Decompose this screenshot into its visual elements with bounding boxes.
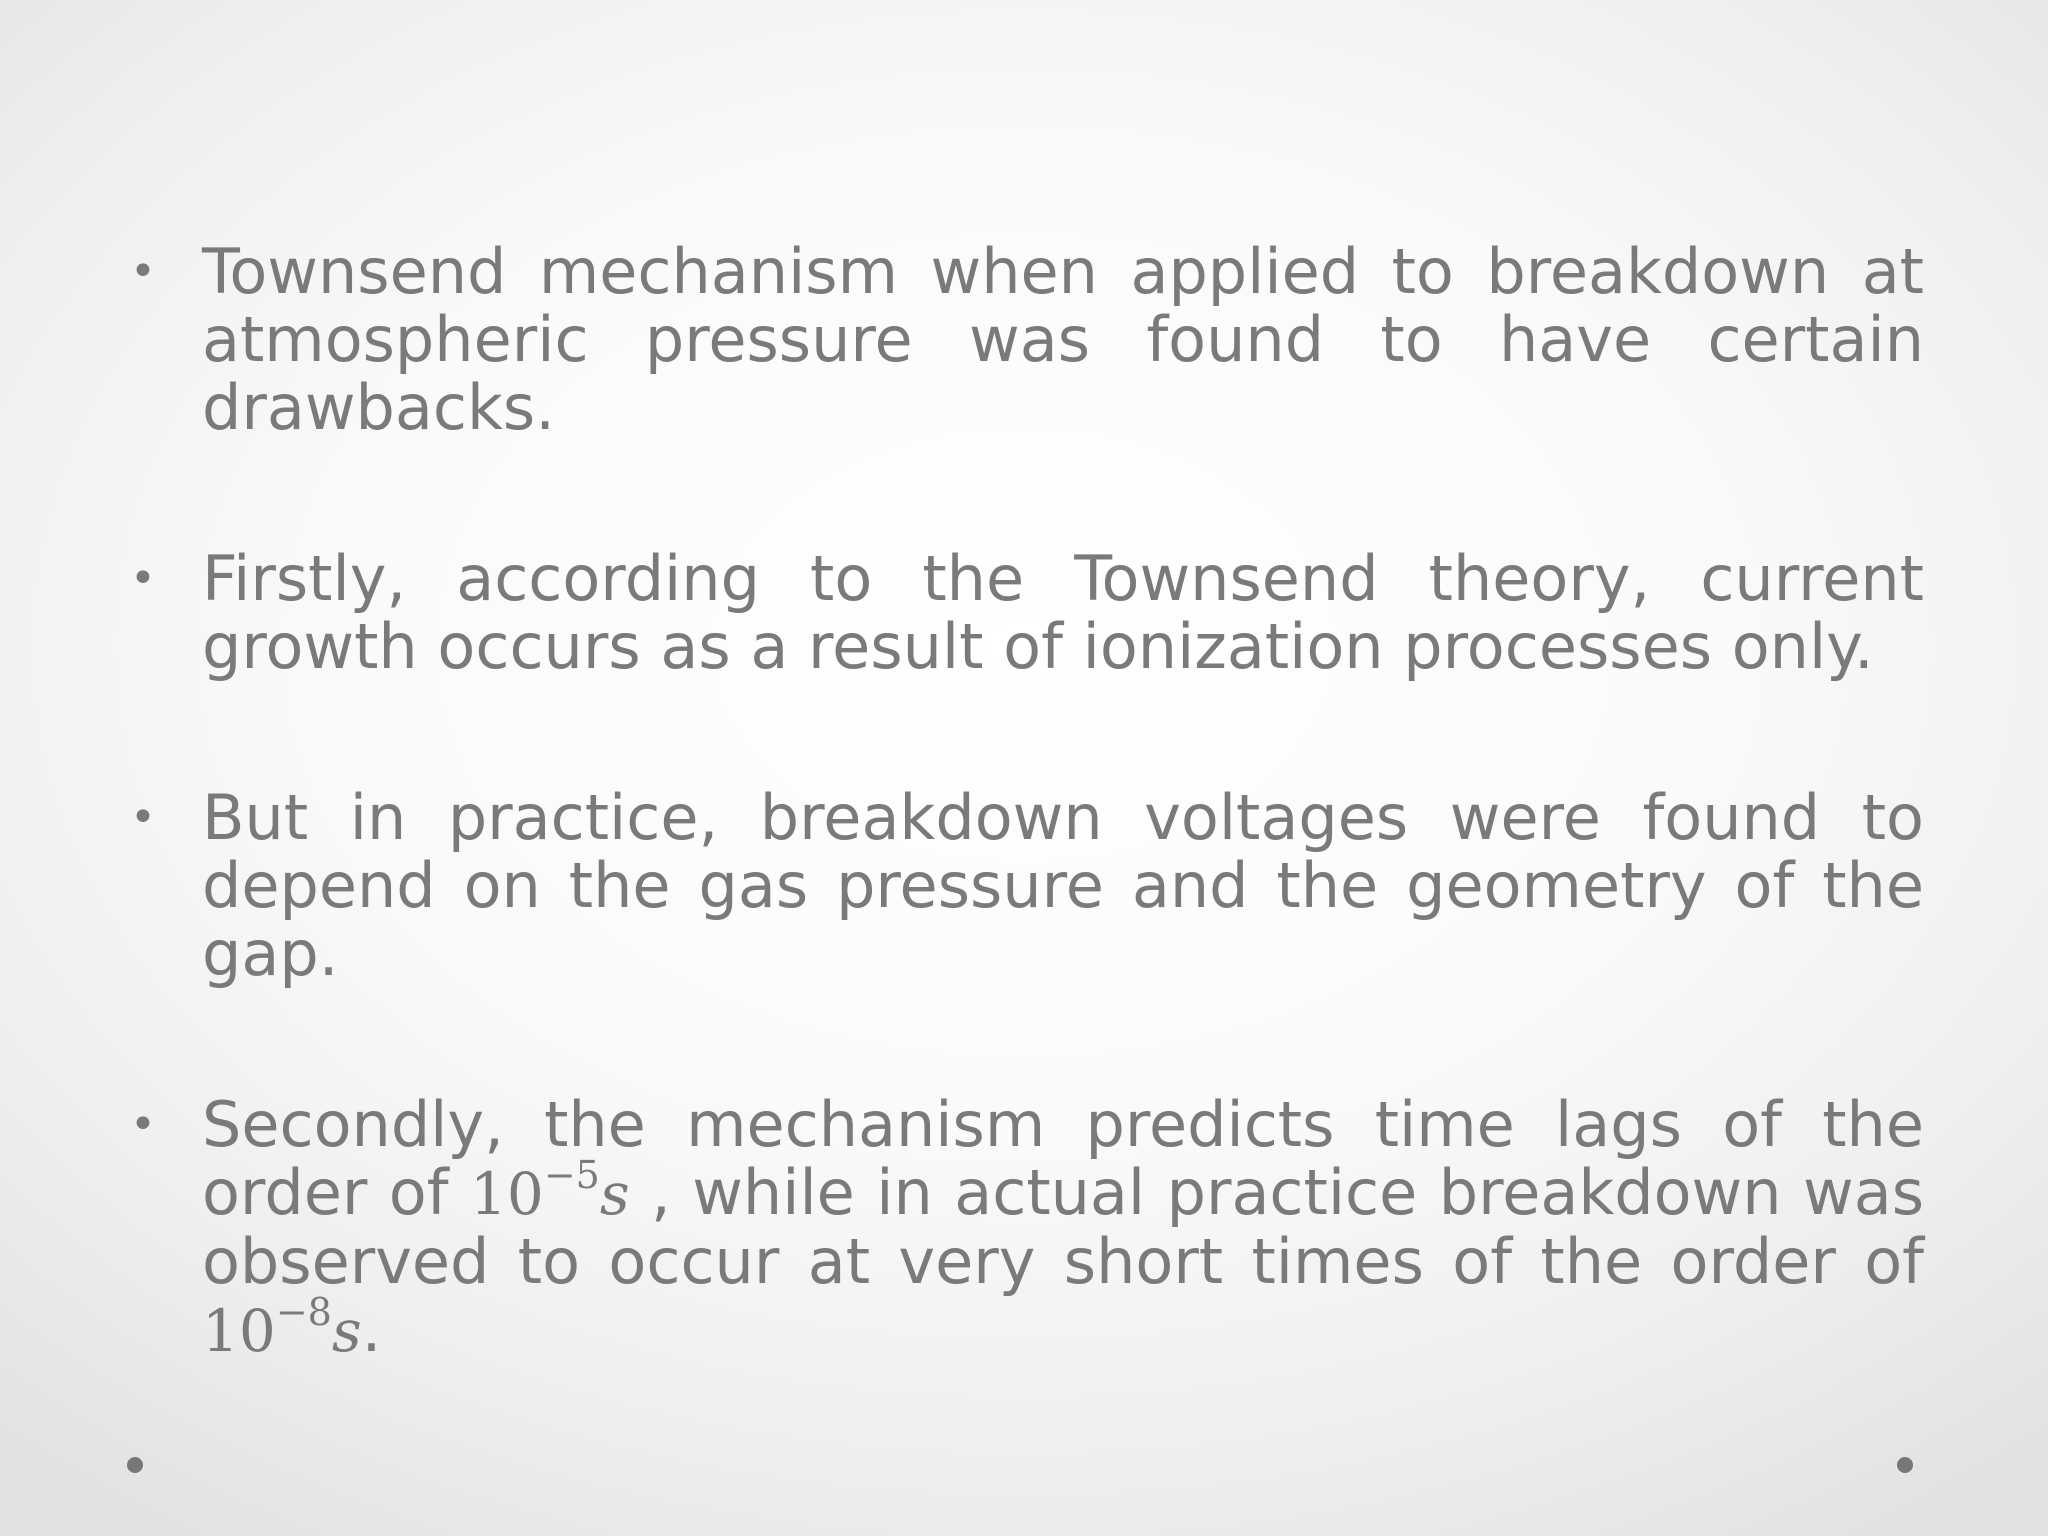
bullet-item-time-lags (120, 1088, 1925, 1366)
bullet-dot-icon: • (130, 1099, 156, 1150)
math-unit: s (599, 1160, 630, 1228)
math-exponent: −8 (275, 1290, 332, 1334)
bullet-item-pressure-geometry (120, 781, 1924, 990)
math-time-lag-observed (202, 1290, 362, 1365)
math-base: 10 (470, 1160, 544, 1228)
bullet-item-townsend-drawbacks (120, 235, 1924, 444)
math-base: 10 (202, 1297, 276, 1365)
bullet-dot-icon: • (130, 246, 156, 297)
bullet-list (120, 235, 1925, 1366)
bullet-text: But in practice, breakdown voltages were found to depend on the gas pressure and the geometry of the gap. (202, 781, 1924, 990)
bullet-text-middle: , while in actual practice breakdown was observed to occur at very short times of the order of (202, 1156, 1925, 1298)
math-unit: s (331, 1297, 362, 1365)
bullet-item-ionization-only (120, 542, 1924, 683)
math-time-lag-predicted (470, 1153, 630, 1228)
bullet-text-after: . (361, 1293, 382, 1366)
corner-dot-right-icon (1897, 1457, 1913, 1473)
corner-dot-left-icon (127, 1457, 143, 1473)
bullet-dot-icon: • (130, 553, 156, 604)
bullet-text-before: Secondly, the mechanism predicts time lags of the order of (202, 1088, 1924, 1229)
bullet-dot-icon: • (130, 792, 156, 843)
bullet-text: Townsend mechanism when applied to breakdown at atmospheric pressure was found to have certain drawbacks. (202, 235, 1924, 444)
math-exponent: −5 (543, 1153, 600, 1197)
bullet-text: Firstly, according to the Townsend theory, current growth occurs as a result of ionization processes only. (202, 542, 1924, 683)
